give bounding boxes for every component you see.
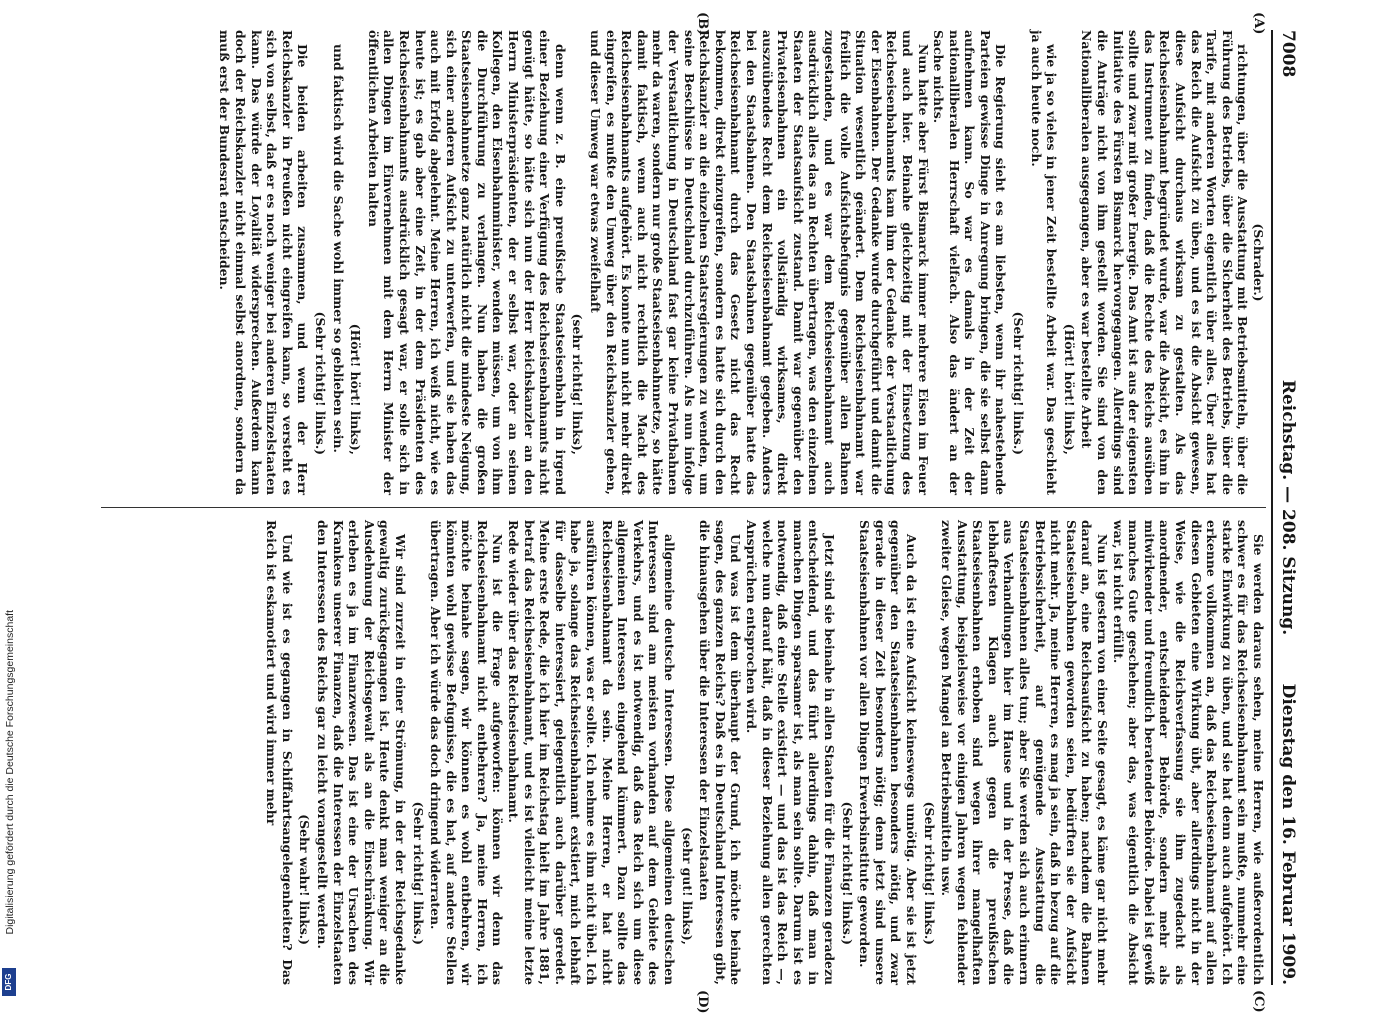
- paragraph: Nun hatte aber Fürst Bismarck immer mehrere Eisen im Feuer und auch hier. Beinahe gleichzeitig mit der Einsetzung des Reichseisenbahnamts kam ihm der Gedanke der Verstaatlichung der Eisenbahnen. Der Gedanke wurde durchgeführt und damit die Situation wesentlich geändert. Dem Reichseisenbahnamt war freilich die volle Aufsichtsbefugnis gegenüber allen Bahnen zugestanden, und es war dem Reichseisenbahnamt auch ausdrücklich alles das an Rechten übertragen, was den einzelnen Staaten der Staatsaufsicht zustand. Damit war gegenüber den Privateisenbahnen ein vollständig wirksames, direkt auszuübendes Recht dem Reichseisenbahnamt gegeben. Anders bei den Staatsbahnen. Den Staatsbahnen gegenüber hatte das Reichseisenbahnamt durch das Gesetz nicht das Recht bekommen, direkt einzugreifen, sondern es hatte sich durch den Reichskanzler an die einzelnen Staatsregierungen zu wenden, um seine Beschlüsse in Deutschland durchzuführen. Als nun infolge der Verstaatlichung in Deutschland fast gar keine Privatbahnen mehr da waren, sondern nur große Staatseisenbahnnetze, so hätte damit faktisch, wenn auch nicht rechtlich die Macht des Reichseisenbahnamts aufgehört. Es konnte nun nicht mehr direkt eingreifen, es mußte den Umweg über den Reichskanzler gehen, und dieser Umweg war etwas zweifelhaft: [588, 30, 931, 495]
- paragraph: Und was ist dem überhaupt der Grund, ich möchte beinahe sagen, des ganzen Reichs? Daß es in Deutschland Interessen gibt, die hinausgehen über die Interessen der Einzelstaaten: [697, 520, 744, 985]
- right-column: [96, 520, 1266, 985]
- paragraph: allgemeine deutsche Interessen. Diese allgemeinen deutschen Interessen sind am meisten vorhanden auf dem Gebiete des Verkehrs, und es ist notwendig, daß das Reich sich um diese allgemeinen Interessen eingehend kümmert. Dazu sollte das Reichseisenbahnamt da sein. Meine Herren, er hat nicht ausführen können, was er sollte. Ich nehme es ihm nicht übel. Ich habe ja, solange das Reichseisenbahnamt existiert, mich lebhaft für dasselbe interessiert, gelegentlich auch darüber geredet. Meine erste Rede, die ich hier im Reichstag hielt im Jahre 1881, betraf das Reichseisenbahnamt, und es ist vielleicht meine letzte Rede wieder über das Reichseisenbahnamt.: [506, 520, 678, 985]
- reaction-note: (Sehr richtig! links.): [410, 801, 426, 945]
- reaction-note: (Sehr richtig! links.): [839, 801, 855, 945]
- reaction-note: (sehr richtig! links),: [570, 313, 586, 455]
- paragraph: und faktisch wird die Sache wohl immer so geblieben sein.: [330, 44, 346, 453]
- paragraph: Wir sind zurzeit in einer Strömung, in der der Reichsgedanke gewaltig zurückgegangen ist. Heute denkt man weniger an die Ausdehnung der Reichsgewalt als an die Einschränkung. Wir erleben es ja im Finanzwesen. Das ist eine der Ursachen des Krankens unserer Finanzen, daß die Interessen der Einzelstaaten den Interessen des Reichs gar zu leicht vorangestellt werden.: [314, 520, 408, 985]
- reaction-note: (Hört! hört! links),: [1061, 323, 1077, 455]
- margin-marker-b: (B): [695, 12, 710, 36]
- paragraph: Auch da ist eine Aufsicht keineswegs unnötig. Aber sie ist jetzt gegenüber den Staatseisenbahnen besonders nötig, und zwar gerade in dieser Zeit besonders nötig; denn jetzt sind unsere Staatseisenbahnen vor allen Dingen Erwerbsinstitute geworden.: [857, 520, 919, 985]
- header-rule: [1271, 30, 1273, 985]
- margin-marker-a: (A): [1251, 12, 1266, 35]
- page-number: 7008: [1278, 30, 1298, 78]
- rotated-page: [95, 12, 1300, 1014]
- credit-text: Digitalisierung gefördert durch die Deutsche Forschungsgemeinschaft: [4, 610, 16, 935]
- reaction-note: (Hört! hört! links),: [348, 323, 364, 455]
- paragraph: Die Regierung sieht es am liebsten, wenn ihr nahestehende Parteien gewisse Dinge in Anregung bringen, die sie selbst dann aufnehmen kann. So war es damals in der Zeit der nationalliberalen Herrschaft vielfach. Also das ändert an der Sache nichts.: [931, 30, 1009, 495]
- paragraph: Sie werden daraus sehen, meine Herren, wie außerordentlich schwer es für das Reichseisenbahnamt sein mußte, nunmehr eine starke Einwirkung zu üben, und sie hat denn auch aufgehört. Ich erkenne vollkommen an, daß das Reichseisenbahnamt auf allen diesen Gebieten eine Wirkung übt, aber allerdings nicht in der Weise, wie die Reichsverfassung sie ihm zugedacht als anordnender, entscheidender Behörde, sondern mehr als mitwirkender und freundlich beratender Behörde. Dabei ist gewiß manches Gute geschehen; aber das, was eigentlich die Absicht war, ist nicht erfüllt.: [1110, 520, 1266, 985]
- paragraph: Nun ist gestern von einer Seite gesagt, es käme gar nicht mehr darauf an, eine Reichsaufsicht zu haben; nachdem die Bahnen Staatseisenbahnen geworden seien, bedürften sie der Aufsicht nicht mehr. Ja, meine Herren, es mag ja sein, daß in bezug auf die Betriebssicherheit, auf genügende Ausstattung die Staatseisenbahnen alles tun; aber Sie werden sich auch erinnern aus Verhandlungen hier im Hause und in der Presse, daß die lebhaftesten Klagen auch gegen die preußischen Staatseisenbahnen erhoben sind wegen ihrer mangelhaften Ausstattung, beispielsweise vor einigen Jahren wegen fehlender zweiter Gleise, wegen Mangel an Betriebsmitteln usw.: [939, 520, 1111, 985]
- dfg-logo-text: DFG: [4, 973, 13, 991]
- paragraph: Jetzt sind sie beinahe in allen Staaten für die Finanzen geradezu entscheidend, und das führt allerdings dahin, daß man in manchen Dingen sparsamer ist, als man sein sollte. Darum ist es notwendig, daß eine Stelle existiert — und das ist das Reich —, welche nun darauf hält, daß in dieser Beziehung allen gerechten Ansprüchen entsprochen wird.: [744, 520, 837, 985]
- paragraph: Die beiden arbeiten zusammen, und wenn der Herr Reichskanzler in Preußen nicht eingreifen kann, so versteht es sich von selbst, daß er es noch weniger bei anderen Einzelstaaten kann. Das würde der Loyalität widersprechen. Außerdem kann doch der Reichskanzler nicht einmal selbst anordnen, sondern da muß erst der Bundesrat entscheiden.: [217, 30, 311, 495]
- reaction-note: (Sehr richtig! links.): [1011, 311, 1027, 455]
- paragraph: Nun ist die Frage aufgeworfen: können wir denn das Reichseisenbahnamt nicht entbehren? Ja, meine Herren, ich möchte beinahe sagen, wir können es wohl entbehren, wir könnten wohl gewisse Befugnisse, die es hat, auf andere Stellen übertragen. Aber ich würde das doch dringend widerraten.: [428, 520, 506, 985]
- page-header: [1274, 30, 1300, 985]
- column-divider: [101, 507, 1266, 508]
- margin-marker-c: (C): [1251, 990, 1266, 1013]
- dfg-logo: [2, 968, 16, 996]
- digitization-credit: [2, 610, 18, 995]
- paragraph: Und wie ist es gegangen in Schiffahrtsangelegenheiten? Das Reich ist eskamotiert und wird immer mehr: [264, 520, 295, 985]
- speaker-name: (Schrader.): [1251, 223, 1266, 302]
- session-date: Dienstag den 16. Februar 1909.: [1278, 683, 1298, 985]
- margin-marker-d: (D): [695, 990, 710, 1014]
- paragraph: denn wenn z. B. eine preußische Staatseisenbahn in irgend einer Beziehung einer Verfügung des Reichseisenbahnamts nicht genügt hätte, so hätte sich nun der Herr Reichskanzler an den Herrn Ministerpräsidenten, der er selbst war, oder an seinen Kollegen, den Eisenbahnminister, wenden müssen, um von ihm die Durchführung zu verlangen. Nun haben die großen Staatseisenbahnnetze ganz natürlich nicht die mindeste Neigung, sich einer anderen Aufsicht zu unterwerfen, und sie haben das auch mit Erfolg abgelehnt. Meine Herren, ich weiß nicht, wie es heute ist; es gab aber eine Zeit, in der dem Präsidenten des Reichseisenbahnamts ausdrücklich gesagt war, er solle sich in allen Dingen im Einvernehmen mit dem Herrn Minister der öffentlichen Arbeiten halten: [365, 30, 568, 495]
- reaction-note: (Sehr wahr! links.): [297, 814, 313, 945]
- reaction-note: (Sehr richtig! links.): [921, 801, 937, 945]
- paragraph: wie ja so vieles in jener Zeit bestellte Arbeit war. Das geschieht ja auch heute noch.: [1028, 30, 1060, 495]
- reaction-note: (sehr gut! links),: [679, 827, 695, 945]
- page-title: Reichstag. — 208. Sitzung.: [1278, 379, 1298, 636]
- reaction-note: (Sehr richtig! links.): [312, 311, 328, 455]
- paragraph: richtungen, über die Ausstattung mit Betriebsmitteln, über die Führung des Betriebs, über die Sicherheit des Betriebs, über die Tarife, mit anderen Worten eigentlich über alles. Über alles hat das Reich die Aufsicht zu üben, und es ist die Absicht gewesen, diese Aufsicht durchaus wirksam zu gestalten. Als das Reichseisenbahnamt begründet wurde, war die Absicht, es ihm in das Instrument zu finden, daß die Rechte des Reichs ausüben sollte und zwar mit großer Energie. Das Amt ist aus der eigensten Initiative des Fürsten Bismarck hervorgegangen. Allerdings sind die Anträge nicht von ihm gestellt worden. Sie sind von den Nationalliberalen ausgegangen, aber es war bestellte Arbeit: [1079, 30, 1251, 495]
- left-column: [96, 30, 1266, 495]
